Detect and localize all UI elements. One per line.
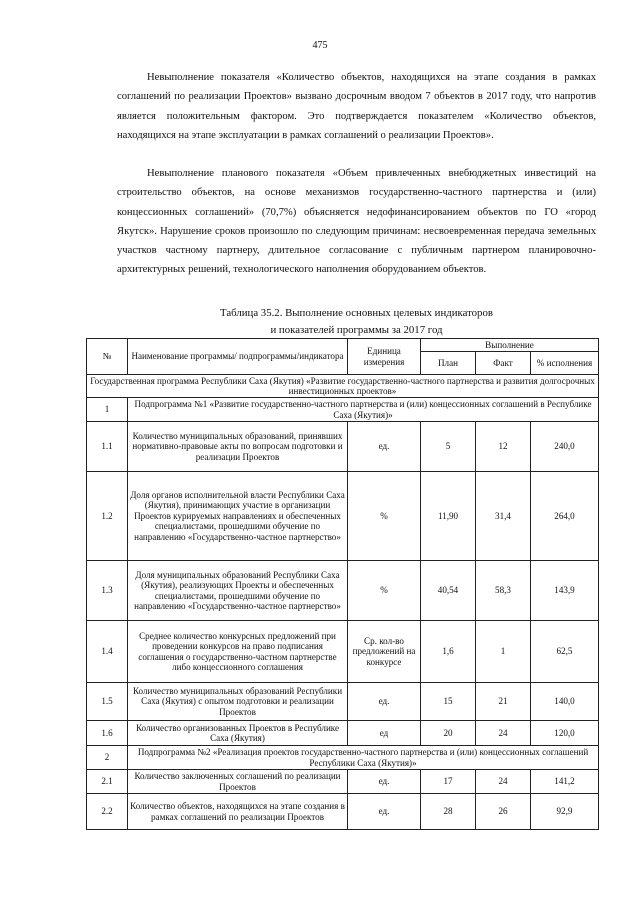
row-unit: Ср. кол-во предложений на конкурсе	[348, 621, 421, 683]
paragraph-2: Невыполнение планового показателя «Объем привлеченных внебюджетных инвестиций на строительство объектов, на основе механизмов государственно-частного партнерства и (или) концессионных соглашений» (70,7%) объясняется недофинансированием объектов по ГО «город Якутск». Нарушение сроков произошло по следующим причинам: несвоевременная передача земельных участков частному партнеру, длительное согласование с публичным партнером планировочно-архитектурных решений, технологического наполнения оборудованием объектов.	[117, 168, 596, 276]
row-unit: ед.	[348, 422, 421, 472]
row-name: Среднее количество конкурсных предложений при проведении конкурсов на право подписания соглашения о государственно-частном партнерстве либо концессионного соглашения	[128, 621, 348, 683]
table-row	[87, 683, 599, 721]
row-plan: 20	[421, 721, 476, 746]
section-title: Подпрограмма №1 «Развитие государственно-частного партнерства и (или) концессионных соглашений в Республике Саха (Якутия)»	[128, 398, 599, 422]
row-percent: 120,0	[531, 721, 599, 746]
row-unit: ед.	[348, 794, 421, 830]
row-plan: 17	[421, 770, 476, 794]
table-row	[87, 794, 599, 830]
row-fact: 12	[476, 422, 531, 472]
paragraph-1: Невыполнение показателя «Количество объектов, находящихся на этапе создания в рамках соглашений по реализации Проектов» вызвано досрочным вводом 7 объектов в 2017 году, что напротив является положительным фактором. Это подтверждается показателем «Количество объектов, находящихся на этапе эксплуатации в рамках соглашений о реализации Проектов».	[117, 72, 596, 141]
row-fact: 24	[476, 770, 531, 794]
row-name: Количество муниципальных образований, принявших нормативно-правовые акты по вопросам подготовки и реализации Проектов	[128, 422, 348, 472]
table-caption-line-1: Таблица 35.2. Выполнение основных целевых индикаторов	[220, 307, 493, 319]
section-num: 1	[87, 398, 128, 422]
row-fact: 31,4	[476, 472, 531, 561]
row-num: 1.1	[87, 422, 128, 472]
header-plan: План	[421, 352, 476, 375]
row-num: 1.5	[87, 683, 128, 721]
header-unit: Единица измерения	[348, 339, 421, 375]
row-plan: 15	[421, 683, 476, 721]
row-unit: %	[348, 472, 421, 561]
row-fact: 1	[476, 621, 531, 683]
row-num: 1.4	[87, 621, 128, 683]
row-unit: ед.	[348, 683, 421, 721]
header-percent: % исполнения	[531, 352, 599, 375]
section-title: Подпрограмма №2 «Реализация проектов государственно-частного партнерства и (или) концессионных соглашений Республики Саха (Якутия)»	[128, 746, 599, 770]
indicators-table	[86, 338, 599, 830]
row-percent: 92,9	[531, 794, 599, 830]
row-percent: 141,2	[531, 770, 599, 794]
row-plan: 40,54	[421, 561, 476, 621]
table-row	[87, 422, 599, 472]
row-unit: ед.	[348, 770, 421, 794]
row-percent: 143,9	[531, 561, 599, 621]
section-num: 2	[87, 746, 128, 770]
table-row	[87, 621, 599, 683]
header-execution: Выполнение	[421, 339, 599, 352]
row-name: Доля муниципальных образований Республики Саха (Якутия), реализующих Проекты и обеспеченных специалистами, прошедшими обучение по направлению «Государственно-частное партнерство»	[128, 561, 348, 621]
table-row	[87, 770, 599, 794]
row-percent: 140,0	[531, 683, 599, 721]
row-fact: 21	[476, 683, 531, 721]
row-num: 1.2	[87, 472, 128, 561]
table-row	[87, 721, 599, 746]
row-num: 2.2	[87, 794, 128, 830]
row-name: Количество организованных Проектов в Республике Саха (Якутия)	[128, 721, 348, 746]
row-num: 1.3	[87, 561, 128, 621]
row-unit: ед	[348, 721, 421, 746]
page-number: 475	[312, 40, 328, 51]
row-fact: 24	[476, 721, 531, 746]
row-percent: 240,0	[531, 422, 599, 472]
row-num: 1.6	[87, 721, 128, 746]
section-row	[87, 746, 599, 770]
row-plan: 1,6	[421, 621, 476, 683]
row-num: 2.1	[87, 770, 128, 794]
row-fact: 26	[476, 794, 531, 830]
row-name: Количество муниципальных образований Республики Саха (Якутия) с опытом подготовки и реализации Проектов	[128, 683, 348, 721]
row-name: Количество объектов, находящихся на этапе создания в рамках соглашений по реализации Проектов	[128, 794, 348, 830]
row-plan: 28	[421, 794, 476, 830]
header-num: №	[87, 339, 128, 375]
row-unit: %	[348, 561, 421, 621]
section-row	[87, 398, 599, 422]
program-title-row: Государственная программа Республики Саха (Якутия) «Развитие государственно-частного партнерства и развития долгосрочных инвестиционных проектов»	[87, 375, 599, 398]
header-name: Наименование программы/ подпрограммы/индикатора	[128, 339, 348, 375]
row-percent: 62,5	[531, 621, 599, 683]
row-name: Доля органов исполнительной власти Республики Саха (Якутия), принимающих участие в организации Проектов курируемых направлениях и обеспеченных специалистами, прошедшими обучение по направлению «Государственно-частное партнерство»	[128, 472, 348, 561]
table-row	[87, 472, 599, 561]
header-fact: Факт	[476, 352, 531, 375]
row-name: Количество заключенных соглашений по реализации Проектов	[128, 770, 348, 794]
row-plan: 11,90	[421, 472, 476, 561]
row-plan: 5	[421, 422, 476, 472]
row-percent: 264,0	[531, 472, 599, 561]
table-caption-line-2: и показателей программы за 2017 год	[270, 324, 443, 336]
table-row	[87, 561, 599, 621]
row-fact: 58,3	[476, 561, 531, 621]
